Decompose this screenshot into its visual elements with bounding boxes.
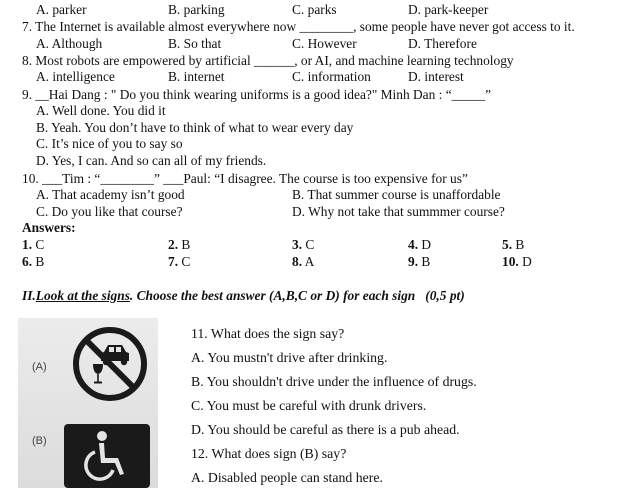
- answer-number: 9.: [408, 254, 419, 269]
- q11-option-b: B. You shouldn't drive under the influence of drugs.: [191, 374, 477, 389]
- q11-option-a: A. You mustn't drive after drinking.: [191, 350, 388, 365]
- answer-item: [168, 254, 190, 270]
- sign-b-label: (B): [32, 435, 47, 447]
- answer-item: [408, 254, 430, 270]
- answer-letter: B: [515, 237, 525, 252]
- answer-letter: C: [35, 237, 45, 252]
- q10-option-c: C. Do you like that course?: [36, 204, 183, 219]
- sign-a-label: (A): [32, 361, 47, 373]
- answer-item: [408, 237, 431, 253]
- q8-option-c: C. information: [292, 69, 371, 84]
- q8-option-a: A. intelligence: [36, 69, 115, 84]
- section-2-points: (0,5 pt): [425, 288, 465, 303]
- answer-letter: D: [421, 237, 432, 252]
- answer-letter: C: [305, 237, 315, 252]
- signs-photo: [18, 318, 158, 488]
- wheelchair-sign-icon: [64, 424, 150, 488]
- answer-letter: C: [181, 254, 191, 269]
- answer-item: [22, 237, 44, 253]
- q9-text: 9. __Hai Dang : " Do you think wearing uniforms is a good idea?" Minh Dan : “_____”: [22, 87, 492, 102]
- answer-item: [292, 237, 314, 253]
- answer-item: [292, 254, 314, 270]
- q10-option-a: A. That academy isn’t good: [36, 187, 185, 202]
- answer-number: 5.: [502, 237, 513, 252]
- answer-number: 10.: [502, 254, 519, 269]
- answer-item: [502, 237, 524, 253]
- q7-option-b: B. So that: [168, 36, 222, 51]
- answer-letter: B: [421, 254, 431, 269]
- answer-item: [168, 237, 190, 253]
- q9-option-a: A. Well done. You did it: [36, 103, 166, 118]
- q6-option-b: B. parking: [168, 2, 225, 17]
- q12-text: 12. What does sign (B) say?: [191, 446, 347, 461]
- answer-letter: B: [181, 237, 191, 252]
- q8-text: 8. Most robots are empowered by artificial ______, or AI, and machine learning technology: [22, 53, 514, 68]
- section-2-instruction: . Choose the best answer (A,B,C or D) for each sign: [129, 288, 416, 303]
- answer-number: 4.: [408, 237, 419, 252]
- q10-option-b: B. That summer course is unaffordable: [292, 187, 501, 202]
- answer-item: [22, 254, 44, 270]
- answers-heading: Answers:: [22, 220, 76, 235]
- answer-number: 8.: [292, 254, 303, 269]
- no-drink-driving-sign-icon: [70, 324, 150, 404]
- answer-number: 6.: [22, 254, 33, 269]
- answer-letter: B: [35, 254, 45, 269]
- q10-option-d: D. Why not take that summmer course?: [292, 204, 505, 219]
- q11-text: 11. What does the sign say?: [191, 326, 345, 341]
- q8-option-d: D. interest: [408, 69, 464, 84]
- q11-option-d: D. You should be careful as there is a pub ahead.: [191, 422, 460, 437]
- answer-number: 1.: [22, 237, 33, 252]
- q6-option-c: C. parks: [292, 2, 337, 17]
- q9-option-c: C. It’s nice of you to say so: [36, 136, 183, 151]
- answer-number: 7.: [168, 254, 179, 269]
- q11-option-c: C. You must be careful with drunk drivers.: [191, 398, 427, 413]
- answer-letter: D: [522, 254, 532, 269]
- q7-option-a: A. Although: [36, 36, 103, 51]
- answer-number: 2.: [168, 237, 179, 252]
- q9-option-b: B. Yeah. You don’t have to think of what to wear every day: [36, 120, 354, 135]
- q7-option-d: D. Therefore: [408, 36, 477, 51]
- answer-letter: A: [304, 254, 315, 269]
- q12-option-a: A. Disabled people can stand here.: [191, 470, 383, 485]
- q10-text: 10. ___Tim : “________” ___Paul: “I disagree. The course is too expensive for us”: [22, 171, 468, 186]
- q8-option-b: B. internet: [168, 69, 225, 84]
- q7-option-c: C. However: [292, 36, 357, 51]
- section-2-underlined: Look at the signs: [35, 288, 130, 303]
- section-2-number: II.: [22, 288, 36, 303]
- q6-option-a: A. parker: [36, 2, 87, 17]
- answer-number: 3.: [292, 237, 303, 252]
- q6-option-d: D. park-keeper: [408, 2, 489, 17]
- answer-item: [502, 254, 532, 270]
- q7-text: 7. The Internet is available almost everywhere now ________, some people have never got access to it.: [22, 19, 575, 34]
- section-2-heading: [22, 288, 465, 304]
- q9-option-d: D. Yes, I can. And so can all of my friends.: [36, 153, 267, 168]
